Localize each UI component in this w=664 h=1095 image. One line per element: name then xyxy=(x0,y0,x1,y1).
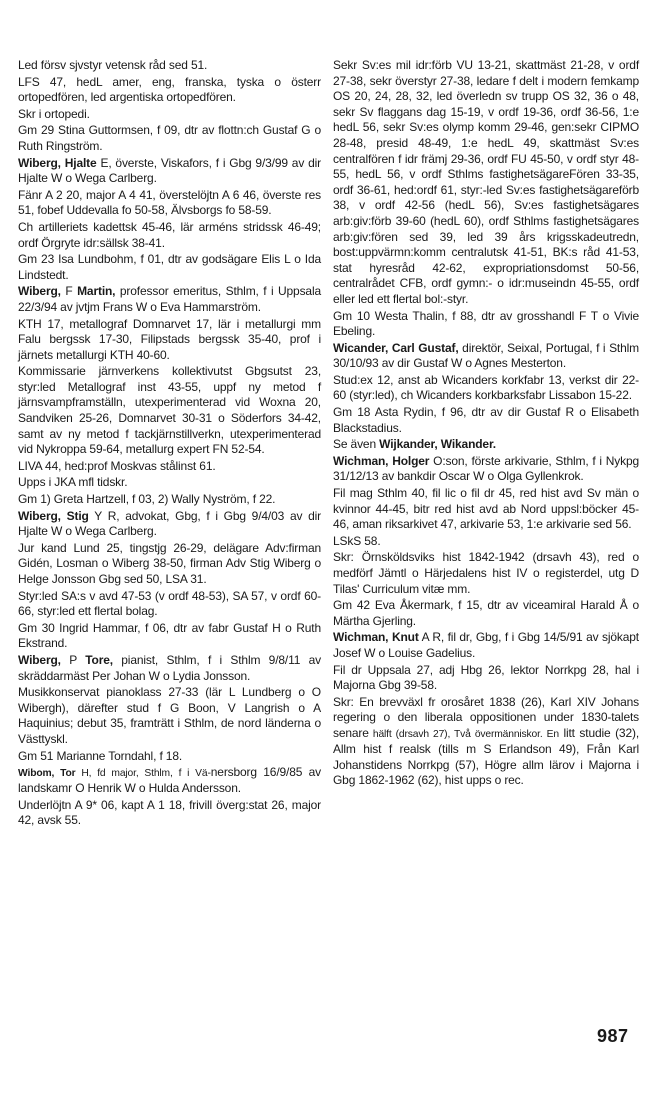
entry-name: Wichman, Knut xyxy=(333,630,419,645)
entry-name: Martin, xyxy=(77,284,116,299)
page-number: 987 xyxy=(597,1026,629,1046)
paragraph xyxy=(18,798,321,829)
paragraph xyxy=(18,589,321,620)
entry-text: KTH 17, metallograf Domnarvet 17, lär i metallurgi mm Falu bergssk 17-30, Filipstads bergssk 35-40, prof i järnets metallurgi KTH 40-60. xyxy=(18,316,321,362)
entry-text: Jur kand Lund 25, tingstjg 26-29, delägare Adv:firman Gidén, Losman o Wiberg 38-50, firman Adv Stig Wiberg o Helge Jonsson Gbg sed 50, LSA 31. xyxy=(18,540,321,586)
paragraph xyxy=(333,550,639,597)
paragraph xyxy=(333,534,639,550)
entry-name: Wiberg, xyxy=(18,652,61,667)
entry-name: Wiberg, xyxy=(18,284,61,299)
paragraph xyxy=(18,364,321,458)
entry-text: Gm 18 Asta Rydin, f 96, dtr av dir Gustaf R o Elisabeth Blackstadius. xyxy=(333,405,639,435)
entry-text: Gm 23 Isa Lundbohm, f 01, dtr av godsägare Elis L o Ida Lindstedt. xyxy=(18,252,321,282)
entry-text: Kommissarie järnverkens kollektivutst Gbgsutst 23, styr:led Metallograf inst 43-55, uppf ny metod f järnsvampframställn, utexperimenterad vid Woxna 20, Sandviken 25-26, Domnarvet 30-31 o Söderfors 34-42, samt av ny metod f tackjärnstillverkn, utexperimenterad vid Nykroppa 59-64, metallurg expert FN 52-54. xyxy=(18,364,321,457)
paragraph xyxy=(18,509,321,540)
entry-name: Wichman, Holger xyxy=(333,453,430,468)
entry-text: hälft (drsavh 27), Två övermänniskor. En xyxy=(368,728,559,740)
entry-text: direktör, Seixal, Portugal, f i Sthlm 30/10/93 av dir Gustaf W o Agnes Mesterton. xyxy=(333,340,639,371)
entry-text: Gm 1) Greta Hartzell, f 03, 2) Wally Nyström, f 22. xyxy=(18,492,276,507)
entry-text: Fil mag Sthlm 40, fil lic o fil dr 45, red hist avd Sv män o kvinnor 44-45, bitr red hist avd ab Nord uppsl:böcker 45-46, aman riksarkivet 47, arkivarie 53, 1:e arkivarie sed 56. xyxy=(333,486,639,532)
paragraph xyxy=(18,284,321,315)
entry-text: E, överste, Viskafors, f i Gbg 9/3/99 av dir Hjalte W o Wega Carlberg. xyxy=(18,155,321,186)
paragraph xyxy=(333,341,639,372)
paragraph xyxy=(18,541,321,588)
entry-text: LSkS 58. xyxy=(333,533,381,548)
entry-text: Styr:led SA:s v avd 47-53 (v ordf 48-53), SA 57, v ordf 60-66, styr:led ett flertal bolag. xyxy=(18,588,321,619)
paragraph xyxy=(18,475,321,491)
paragraph xyxy=(18,685,321,747)
entry-text: Fänr A 2 20, major A 4 41, överstelöjtn A 6 46, överste res 51, fobef Uddevalla fo 50-58, Älvsborgs fo 58-59. xyxy=(18,187,321,218)
entry-text: Ch artilleriets kadettsk 45-46, lär arméns stridssk 46-49; ordf Örgryte idr:sällsk 38-41. xyxy=(18,219,321,250)
paragraph xyxy=(333,405,639,436)
entry-text: litt studie (32), Allm hist f realsk (tills m S Erlandson 49), Från Karl Johanstidens Norrkpg (57), Högre allm lärov i Majorna i Gbg 1862-1962 (62), hist upps o rec. xyxy=(333,725,640,788)
paragraph xyxy=(333,598,639,629)
entry-text: Underlöjtn A 9* 06, kapt A 1 18, frivill överg:stat 26, major 42, avsk 55. xyxy=(18,797,321,828)
entry-text: A R, fil dr, Gbg, f i Gbg 14/5/91 av sjökapt Josef W o Louise Gadelius. xyxy=(333,630,639,660)
paragraph xyxy=(18,317,321,364)
entry-text: Gm 51 Marianne Torndahl, f 18. xyxy=(18,748,183,763)
entry-text: pianist, Sthlm, f i Sthlm 9/8/11 av skräddarmäst Per Johan W o Lydia Jonsson. xyxy=(18,652,321,683)
paragraph xyxy=(18,75,321,106)
paragraph xyxy=(18,107,321,123)
entry-text: LIVA 44, hed:prof Moskvas stålinst 61. xyxy=(18,458,216,473)
paragraph xyxy=(18,492,321,508)
paragraph xyxy=(333,373,639,404)
paragraph xyxy=(18,252,321,283)
entry-text: professor emeritus, Sthlm, f i Uppsala 22/3/94 av jvtjm Frans W o Eva Hammarström. xyxy=(18,284,321,314)
entry-text: Y R, advokat, Gbg, f i Gbg 9/4/03 av dir Hjalte W o Wega Carlberg. xyxy=(18,508,321,539)
paragraph xyxy=(333,309,639,340)
paragraph xyxy=(18,749,321,765)
entry-text: Upps i JKA mfl tidskr. xyxy=(18,475,128,490)
paragraph xyxy=(18,459,321,475)
entry-text: Gm 29 Stina Guttormsen, f 09, dtr av flottn:ch Gustaf G o Ruth Ringström. xyxy=(18,123,321,153)
paragraph xyxy=(18,123,321,154)
entry-text: Skr: En brevväxl fr orosåret 1838 (26), Karl XIV Johans regering o den liberala oppositionen under 1830-talets senare xyxy=(333,694,639,740)
entry-name: Wiberg, Hjalte xyxy=(18,155,97,170)
entry-name: Tore, xyxy=(85,652,113,667)
paragraph xyxy=(18,621,321,652)
entry-text: H, fd major, Sthlm, f i Vä- xyxy=(75,768,211,780)
entry-text: Skr i ortopedi. xyxy=(18,106,90,121)
paragraph xyxy=(18,220,321,251)
entry-text: LFS 47, hedL amer, eng, franska, tyska o österr ortopedfören, led argentiska ortopedfören. xyxy=(18,74,321,105)
paragraph xyxy=(18,188,321,219)
paragraph xyxy=(333,486,639,533)
paragraph xyxy=(18,156,321,187)
entry-text: Gm 42 Eva Åkermark, f 15, dtr av viceamiral Harald Å o Märtha Gjerling. xyxy=(333,598,639,628)
entry-text: Led försv sjvstyr vetensk råd sed 51. xyxy=(18,58,208,72)
entry-name: Wicander, Carl Gustaf, xyxy=(333,340,459,355)
entry-text: Gm 30 Ingrid Hammar, f 06, dtr av fabr Gustaf H o Ruth Ekstrand. xyxy=(18,620,321,651)
entry-name: Wiberg, Stig xyxy=(18,508,89,523)
entry-text: Fil dr Uppsala 27, adj Hbg 26, lektor Norrkpg 28, hal i Majorna Gbg 39-58. xyxy=(333,662,639,693)
entry-text: nersborg 16/9/85 av landskamr O Henrik W o Hulda Andersson. xyxy=(18,765,321,796)
paragraph xyxy=(333,58,639,308)
entry-text: Se även xyxy=(333,437,380,452)
paragraph xyxy=(18,58,321,74)
entry-name: Wijkander, Wikander. xyxy=(379,437,496,452)
entry-text: Sekr Sv:es mil idr:förb VU 13-21, skattmäst 21-28, v ordf 27-38, sekr överstyr 27-38, ledare f delt i modern femkamp OS 20, 24, 28, 32, led överledn sv trupp OS 32, 36 o 48, sekr Sv flaggans dag 15-19, v ordf 19-36, ordf 36-56, 1:e hedL 56, sekr Sv:es olymp komm 29-46, gen:sekr CIPMO 28-48, presid 48-49, 1:e hedL 49, skattmäst Sv:es centralfören f idr främj 29-36, ordf FU 45-50, v ordf styr 48-55, hedL 56, v ordf Sthlms fastighetsägareFören 33-35, ordf 36-61, hed:ordf 61, styr:-led Sv:es fastighetsägareförb 38, v ordf 42-56 (hedL 56), Sv:es fastighetsägares arb:giv:förb 39-60 (hedL 60), ordf Sthlms fastighetsägares arb:giv:fören sed 39, led 39 års krigsskadeutredn, bost:uppvärmn:komm centralutsk 41-51, BK:s råd 41-53, stat hyresråd 42-62, expropriationsdomst 50-56, centralrådet CFB, ordf gymn:- o idr:museindn 45-55, ordf eller led ett flertal bol:-styr. xyxy=(333,58,639,306)
paragraph xyxy=(333,630,639,661)
paragraph xyxy=(333,695,639,789)
entry-text: Musikkonservat pianoklass 27-33 (lär L Lundberg o O Wibergh), därefter stud f G Boon, V Langrish o A Haquinius; debut 35, framträtt i Sthlm, de nord länderna o Västtyskl. xyxy=(18,685,321,746)
paragraph xyxy=(18,653,321,684)
entry-text: P xyxy=(60,652,86,667)
entry-text: F xyxy=(60,284,78,299)
right-column xyxy=(333,58,639,790)
entry-name: Wibom, Tor xyxy=(18,768,76,780)
entry-text: O:son, förste arkivarie, Sthlm, f i Nykpg 31/12/13 av bankdir Oscar W o Olga Gyllenkrok. xyxy=(333,453,639,484)
paragraph xyxy=(333,663,639,694)
entry-text: Stud:ex 12, anst ab Wicanders korkfabr 13, verkst dir 22-60 (styr:led), ch Wicanders korkbarksfabr Lissabon 15-22. xyxy=(333,372,639,403)
paragraph xyxy=(18,765,321,797)
paragraph xyxy=(333,454,639,485)
paragraph xyxy=(333,437,639,453)
entry-text: Gm 10 Westa Thalin, f 88, dtr av grosshandl F T o Vivie Ebeling. xyxy=(333,308,639,339)
entry-text: Skr: Örnsköldsviks hist 1842-1942 (drsavh 43), red o medförf Jämtl o Härjedalens hist IV o registerdel, utg D Tilas' Curriculum vitæ mm. xyxy=(333,550,639,596)
left-column xyxy=(18,58,321,830)
